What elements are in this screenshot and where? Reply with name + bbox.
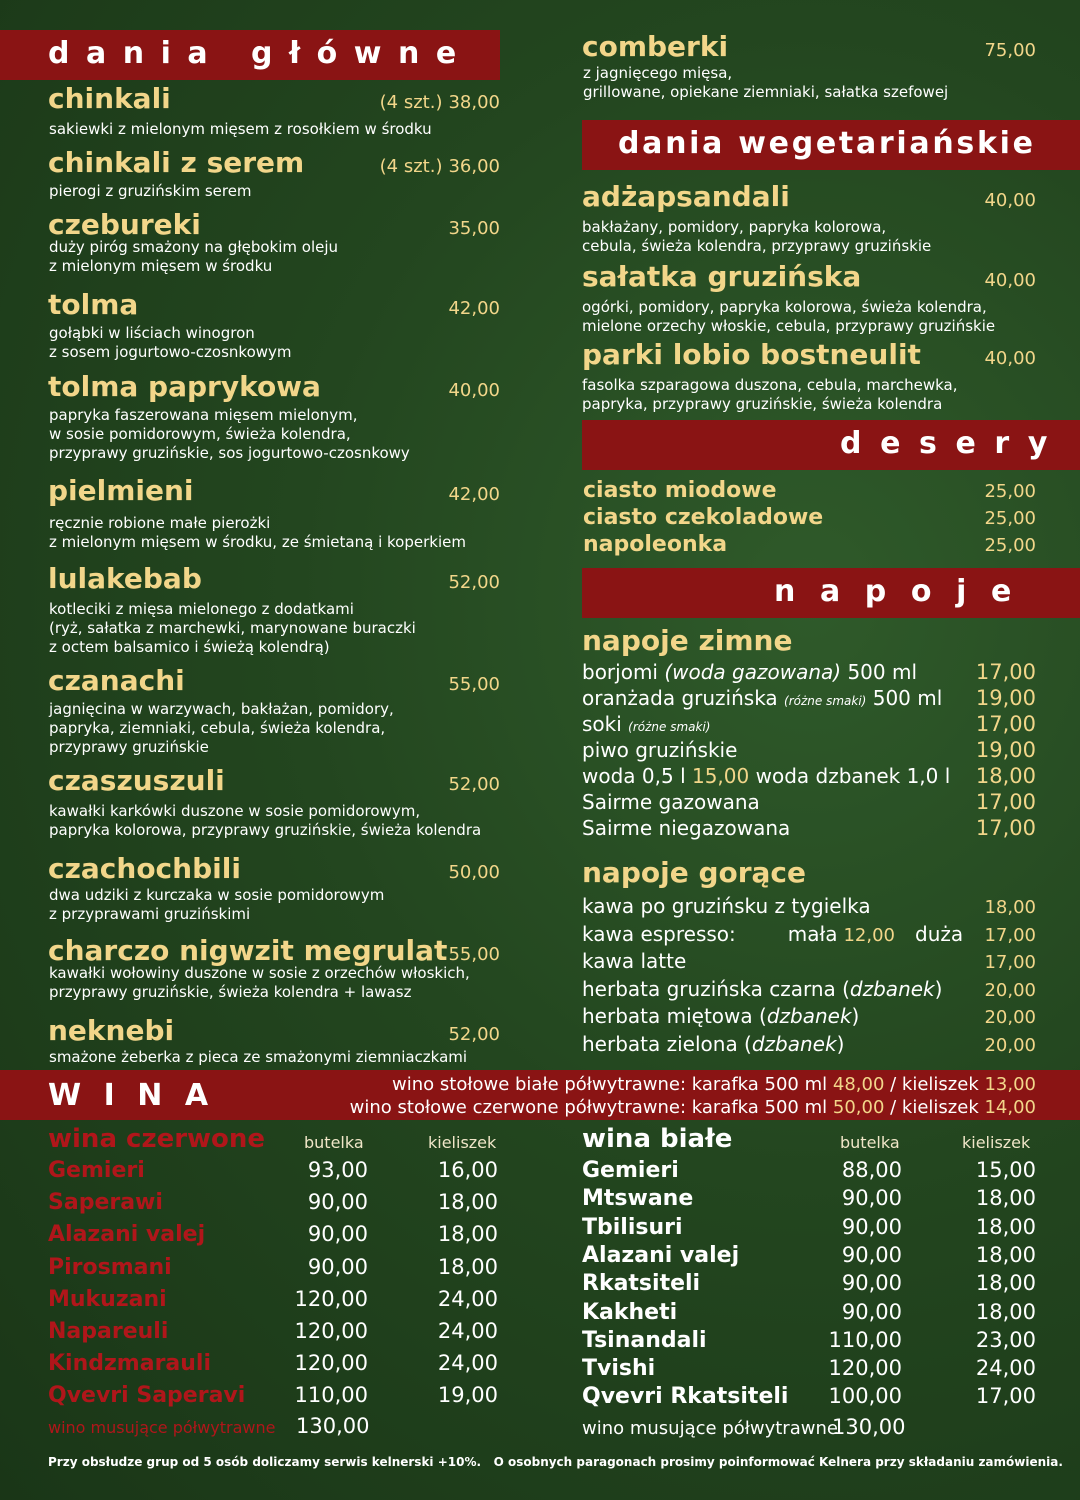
drink-price: 18,00 xyxy=(975,764,1036,788)
dish-item xyxy=(48,208,500,241)
wine-name: Gemieri xyxy=(48,1158,145,1183)
drink-text: woda dzbanek 1,0 l xyxy=(749,764,951,788)
dish-name: lulakebab xyxy=(48,562,202,595)
cold-drink-item xyxy=(582,686,1036,710)
drink-text: borjomi xyxy=(582,660,665,684)
white-col-glass: kieliszek xyxy=(962,1133,1031,1152)
dish-desc: kawałki karkówki duszone w sosie pomidorowym, papryka kolorowa, przyprawy gruzińskie, świeża kolendra xyxy=(49,802,482,839)
dish-desc: pierogi z gruzińskim serem xyxy=(49,182,252,200)
dish-item xyxy=(582,260,1036,293)
dish-desc: bakłażany, pomidory, papryka kolorowa, cebula, świeża kolendra, przyprawy gruzińskie xyxy=(582,218,932,255)
dish-price-group xyxy=(448,1024,500,1045)
dish-desc: sakiewki z mielonym mięsem z rosołkiem w środku xyxy=(49,120,432,138)
dish-desc: kotleciki z mięsa mielonego z dodatkami (ryż, sałatka z marchewki, marynowane buraczki z octem balsamico i świeżą kolendrą) xyxy=(49,600,416,656)
dish-name: czachochbili xyxy=(48,852,241,885)
wine-name: Mtswane xyxy=(582,1186,694,1212)
dessert-name: ciasto miodowe xyxy=(583,478,777,503)
drink-price: 17,00 xyxy=(975,816,1036,840)
dish-price: 75,00 xyxy=(984,40,1036,61)
dish-item xyxy=(48,1014,500,1047)
dish-desc: jagnięcina w warzywach, bakłażan, pomidory, papryka, ziemniaki, cebula, świeża kolendra, przyprawy gruzińskie xyxy=(49,700,394,756)
dessert-item xyxy=(583,505,1036,530)
hot-drinks-title: napoje gorące xyxy=(582,856,807,889)
dish-item xyxy=(48,764,500,797)
dessert-name: napoleonka xyxy=(583,532,728,557)
drink-text: oranżada gruzińska xyxy=(582,686,785,710)
dish-price: 52,00 xyxy=(448,1024,500,1045)
hot-drink-item xyxy=(582,922,1036,946)
dish-desc: gołąbki w liściach winogron z sosem jogurtowo-czosnkowym xyxy=(49,324,292,361)
drink-price: 20,00 xyxy=(984,1007,1036,1028)
hot-drink-item xyxy=(582,949,1036,973)
red-col-bottle: butelka xyxy=(304,1133,364,1152)
dish-desc: z jagnięcego mięsa, grillowane, opiekane ziemniaki, sałatka szefowej xyxy=(583,64,949,101)
dessert-item xyxy=(583,532,1036,557)
white-wines-title: wina białe xyxy=(582,1124,733,1154)
drink-text: ) xyxy=(934,976,943,1001)
drink-price: 19,00 xyxy=(975,686,1036,710)
dessert-price: 25,00 xyxy=(984,508,1036,529)
drink-name xyxy=(582,977,942,1001)
dessert-item xyxy=(583,478,1036,503)
wine-glass-price: 18,00 xyxy=(437,1190,498,1215)
wine-name: Napareuli xyxy=(48,1319,169,1344)
drink-text: ) xyxy=(851,1004,860,1028)
dish-price: 40,00 xyxy=(448,380,500,401)
wine-glass-price: 24,00 xyxy=(437,1319,498,1343)
wine-bottle-price: 88,00 xyxy=(841,1158,902,1182)
dish-name: tolma xyxy=(48,288,139,321)
dish-price: 40,00 xyxy=(984,190,1036,211)
dish-price: 38,00 xyxy=(448,92,500,113)
dish-desc: papryka faszerowana mięsem mielonym, w sosie pomidorowym, świeża kolendra, przyprawy gruzińskie, sos jogurtowo-czosnkowy xyxy=(49,406,410,462)
vegetarian-title: dania wegetariańskie xyxy=(618,126,1036,161)
dish-price-group xyxy=(448,298,500,319)
wine-name: Tsinandali xyxy=(582,1327,707,1353)
dish-price: 52,00 xyxy=(448,774,500,795)
drink-name xyxy=(582,686,942,710)
drink-text: kawa espresso: xyxy=(582,921,736,946)
hot-drink-item xyxy=(582,1032,1036,1056)
wine-glass-price: 24,00 xyxy=(437,1351,498,1376)
wines-title: WINA xyxy=(48,1078,231,1113)
dish-price-group xyxy=(448,944,500,965)
white-sparkling: wino musujące półwytrawne 130,00 xyxy=(582,1415,906,1439)
drink-note: (woda gazowana) xyxy=(664,660,842,684)
drink-price: 18,00 xyxy=(984,897,1036,918)
wine-glass-price: 23,00 xyxy=(975,1327,1036,1352)
dish-desc: kawałki wołowiny duszone w sosie z orzechów włoskich, przyprawy gruzińskie, świeża kolendra + lawasz xyxy=(49,964,470,1001)
wine-name: Kindzmarauli xyxy=(48,1351,212,1377)
wine-bottle-price: 120,00 xyxy=(294,1286,368,1311)
wine-bottle-price: 90,00 xyxy=(307,1254,368,1279)
dish-name: charczo nigwzit megrulat xyxy=(48,934,448,967)
cold-drink-item xyxy=(582,660,1036,684)
wine-glass-price: 18,00 xyxy=(437,1254,498,1279)
wine-glass-price: 18,00 xyxy=(975,1186,1036,1211)
dish-item xyxy=(48,370,500,403)
wine-name: Qvevri Saperavi xyxy=(48,1383,246,1409)
size-label: mała xyxy=(787,921,838,946)
drink-text: kawa latte xyxy=(582,949,687,973)
wine-name: Kakheti xyxy=(582,1299,678,1325)
dish-name: czebureki xyxy=(48,208,201,241)
red-sparkling: wino musujące półwytrawne 130,00 xyxy=(48,1414,370,1438)
dish-price: 55,00 xyxy=(448,944,500,965)
dish-name: tolma paprykowa xyxy=(48,370,321,403)
dish-item xyxy=(48,474,500,507)
drink-text: woda 0,5 l xyxy=(582,764,692,788)
wine-bottle-price: 90,00 xyxy=(841,1214,902,1239)
wine-glass-price: 18,00 xyxy=(975,1271,1036,1296)
dish-price: 36,00 xyxy=(448,156,500,177)
drink-note: (różne smaki) xyxy=(784,694,867,708)
dish-name: czaszuszuli xyxy=(48,764,225,797)
drink-text: herbata gruzińska czarna ( xyxy=(582,976,850,1001)
dish-price-group xyxy=(380,92,500,113)
wine-name: Saperawi xyxy=(48,1190,163,1216)
wine-glass-price: 18,00 xyxy=(975,1299,1036,1324)
dish-price: 42,00 xyxy=(448,298,500,319)
wine-bottle-price: 110,00 xyxy=(828,1327,902,1352)
dish-name: chinkali z serem xyxy=(48,146,305,179)
wine-bottle-price: 120,00 xyxy=(828,1356,902,1381)
drink-name xyxy=(582,738,737,762)
drink-name xyxy=(582,816,790,840)
wine-glass-price: 15,00 xyxy=(975,1158,1036,1182)
drink-price: 17,00 xyxy=(975,660,1036,684)
dish-name: adżapsandali xyxy=(582,180,790,213)
wine-name: Rkatsiteli xyxy=(582,1271,701,1297)
dish-price: 35,00 xyxy=(448,218,500,239)
drink-price: 20,00 xyxy=(984,979,1036,1001)
dish-item xyxy=(48,664,500,697)
wine-bottle-price: 120,00 xyxy=(294,1319,368,1343)
drink-name xyxy=(582,712,710,736)
cold-drink-item xyxy=(582,712,1036,736)
dish-price: 50,00 xyxy=(448,862,500,883)
dish-name: pielmieni xyxy=(48,474,194,507)
drink-name xyxy=(582,1032,844,1056)
wine-glass-price: 24,00 xyxy=(975,1356,1036,1381)
drink-note: dzbanek xyxy=(849,976,935,1001)
wine-bottle-price: 93,00 xyxy=(307,1158,368,1182)
wine-bottle-price: 90,00 xyxy=(841,1299,902,1324)
dish-price-group xyxy=(380,156,500,177)
dish-qty: (4 szt.) xyxy=(379,92,443,113)
dish-price-group xyxy=(448,774,500,795)
drink-price: 19,00 xyxy=(975,738,1036,762)
drink-name xyxy=(582,764,950,788)
wine-bottle-price: 120,00 xyxy=(294,1351,368,1376)
dish-name: sałatka gruzińska xyxy=(582,260,862,293)
house-red-wine: wino stołowe czerwone półwytrawne: karafka 500 ml 50,00 / kieliszek 14,00 xyxy=(349,1097,1036,1118)
red-wines-title: wina czerwone xyxy=(48,1124,266,1154)
wine-bottle-price: 90,00 xyxy=(841,1271,902,1296)
dish-name: parki lobio bostneulit xyxy=(582,338,921,371)
cold-drink-item xyxy=(582,738,1036,762)
wine-bottle-price: 90,00 xyxy=(307,1190,368,1215)
drink-text: Sairme niegazowana xyxy=(582,816,791,840)
drink-text: herbata zielona ( xyxy=(582,1031,752,1056)
main-dishes-title: dania główne xyxy=(48,36,473,71)
footer-note: Przy obsłudze grup od 5 osób doliczamy serwis kelnerski +10%. O osobnych paragonach prosimy poinformować Kelnera przy składaniu zamówienia. xyxy=(48,1455,1063,1469)
dessert-price: 25,00 xyxy=(984,481,1036,502)
dish-desc: duży piróg smażony na głębokim oleju z mielonym mięsem w środku xyxy=(49,238,339,275)
dish-price-group xyxy=(448,218,500,239)
dish-price: 40,00 xyxy=(984,348,1036,369)
drink-price: 17,00 xyxy=(984,952,1036,973)
drink-price: 20,00 xyxy=(984,1034,1036,1056)
drink-name xyxy=(582,894,871,918)
wine-bottle-price: 90,00 xyxy=(841,1186,902,1211)
dish-price: 40,00 xyxy=(984,270,1036,291)
drinks-title: napoje xyxy=(774,574,1036,609)
cold-drinks-title: napoje zimne xyxy=(582,624,793,657)
wine-name: Pirosmani xyxy=(48,1254,172,1280)
dish-desc: dwa udziki z kurczaka w sosie pomidorowym z przyprawami gruzińskimi xyxy=(49,886,385,923)
drink-text: herbata miętowa ( xyxy=(582,1004,767,1028)
drink-text: 500 ml xyxy=(866,686,943,710)
dish-item xyxy=(582,338,1036,371)
dish-item xyxy=(48,82,500,115)
dessert-name: ciasto czekoladowe xyxy=(583,505,824,530)
wine-glass-price: 17,00 xyxy=(975,1384,1036,1409)
drink-price: 17,00 xyxy=(975,790,1036,814)
cold-drink-item xyxy=(582,816,1036,840)
hot-drink-item xyxy=(582,1004,1036,1028)
wine-bottle-price: 110,00 xyxy=(294,1383,368,1408)
hot-drink-item xyxy=(582,977,1036,1001)
dish-comberki xyxy=(582,30,1036,63)
wine-name: Alazani valej xyxy=(48,1222,206,1248)
drink-name xyxy=(582,922,963,946)
dish-desc: ręcznie robione małe pierożki z mielonym mięsem w środku, ze śmietaną i koperkiem xyxy=(49,514,466,551)
wine-bottle-price: 100,00 xyxy=(828,1384,902,1409)
dish-item xyxy=(48,934,500,967)
wine-name: Alazani valej xyxy=(582,1242,740,1268)
dish-price-group xyxy=(448,572,500,593)
wine-glass-price: 18,00 xyxy=(975,1242,1036,1267)
drink-name xyxy=(582,660,917,684)
desserts-title: desery xyxy=(840,426,1066,461)
wine-bottle-price: 90,00 xyxy=(841,1242,902,1267)
drink-price-inline: 15,00 xyxy=(691,764,750,788)
wine-glass-price: 18,00 xyxy=(975,1214,1036,1239)
drink-text: ) xyxy=(836,1031,845,1056)
drink-text: kawa po gruzińsku z tygielka xyxy=(582,894,871,918)
size-price: 12,00 xyxy=(843,924,895,946)
drink-price: 17,00 xyxy=(975,712,1036,736)
dish-item xyxy=(582,180,1036,213)
dish-price-group xyxy=(448,674,500,695)
drink-name xyxy=(582,949,686,973)
dish-price-group xyxy=(448,484,500,505)
drink-price: 17,00 xyxy=(984,924,1036,946)
wine-name: Tbilisuri xyxy=(582,1214,683,1240)
dish-name: chinkali xyxy=(48,82,171,115)
white-col-bottle: butelka xyxy=(840,1133,900,1152)
dish-qty: (4 szt.) xyxy=(379,156,443,177)
dish-item xyxy=(48,146,500,179)
dish-name: neknebi xyxy=(48,1014,175,1047)
wine-name: Gemieri xyxy=(582,1158,679,1183)
dish-price-group xyxy=(448,380,500,401)
dish-price-group xyxy=(448,862,500,883)
dish-desc: ogórki, pomidory, papryka kolorowa, świeża kolendra, mielone orzechy włoskie, cebula, przyprawy gruzińskie xyxy=(582,298,996,335)
hot-drink-item xyxy=(582,894,1036,918)
size-label: duża xyxy=(915,921,964,946)
drink-text: Sairme gazowana xyxy=(582,790,760,814)
drink-text: piwo gruzińskie xyxy=(582,738,738,762)
drink-name xyxy=(582,1004,859,1028)
wine-glass-price: 18,00 xyxy=(437,1222,498,1247)
dish-price: 42,00 xyxy=(448,484,500,505)
wine-glass-price: 19,00 xyxy=(437,1383,498,1408)
wine-name: Tvishi xyxy=(582,1356,656,1382)
dish-desc: fasolka szparagowa duszona, cebula, marchewka, papryka, przyprawy gruzińskie, świeża kolendra xyxy=(582,376,958,413)
cold-drink-item xyxy=(582,790,1036,814)
drink-note: (różne smaki) xyxy=(628,720,711,734)
dish-price: 52,00 xyxy=(448,572,500,593)
wine-name: Mukuzani xyxy=(48,1286,167,1312)
wine-bottle-price: 90,00 xyxy=(307,1222,368,1247)
red-col-glass: kieliszek xyxy=(428,1133,497,1152)
drink-note: dzbanek xyxy=(751,1031,837,1056)
drink-name xyxy=(582,790,760,814)
dish-price: 55,00 xyxy=(448,674,500,695)
wine-name: Qvevri Rkatsiteli xyxy=(582,1384,789,1410)
dish-desc: smażone żeberka z pieca ze smażonymi ziemniaczkami xyxy=(49,1048,468,1066)
drink-text: 500 ml xyxy=(841,660,918,684)
dish-name: comberki xyxy=(582,30,729,63)
dish-item xyxy=(48,288,500,321)
drink-text: soki xyxy=(582,712,629,736)
house-white-wine: wino stołowe białe półwytrawne: karafka 500 ml 48,00 / kieliszek 13,00 xyxy=(392,1074,1036,1095)
dish-item xyxy=(48,852,500,885)
dessert-price: 25,00 xyxy=(984,535,1036,556)
dish-item xyxy=(48,562,500,595)
wine-glass-price: 24,00 xyxy=(437,1286,498,1311)
dish-name: czanachi xyxy=(48,664,185,697)
drink-note: dzbanek xyxy=(766,1004,852,1028)
cold-drink-item xyxy=(582,764,1036,788)
wine-glass-price: 16,00 xyxy=(437,1158,498,1182)
